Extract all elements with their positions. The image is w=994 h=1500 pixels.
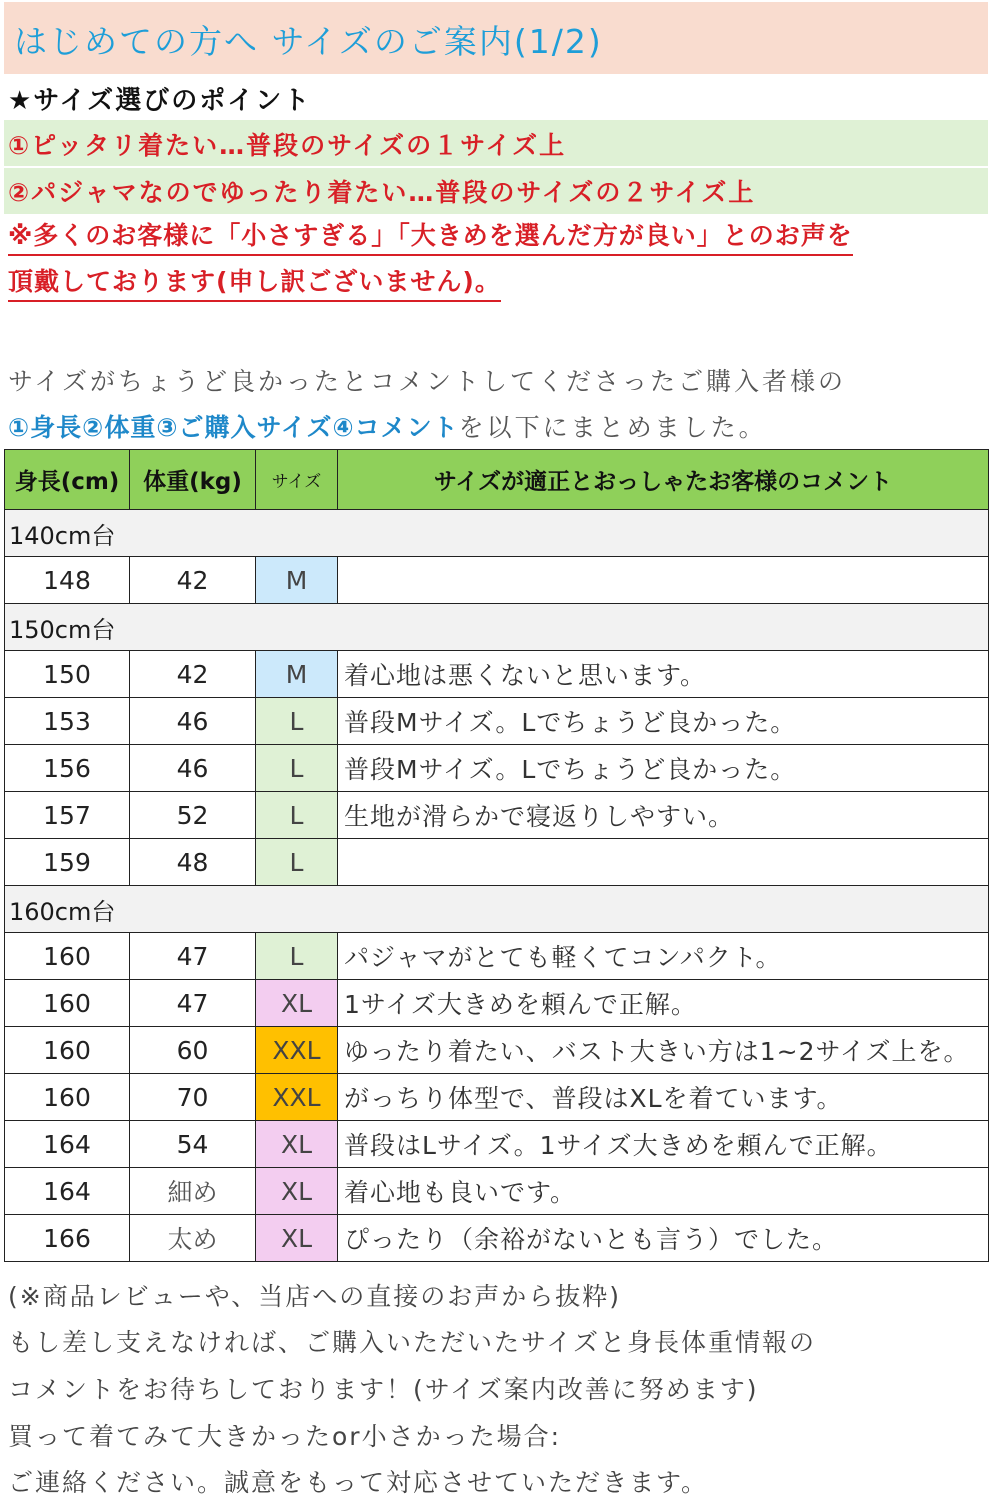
weight-cell: 70 (130, 1074, 256, 1121)
intro-line-1: サイズがちょうど良かったとコメントしてくださったご購入者様の (8, 367, 847, 396)
height-cell: 156 (5, 745, 130, 792)
table-group-row (5, 510, 989, 557)
footer-line-1: (※商品レビューや、当店への直接のお声から抜粋) (8, 1282, 621, 1311)
table-row (5, 698, 989, 745)
size-cell: XL (256, 980, 338, 1027)
weight-cell: 46 (130, 698, 256, 745)
table-row (5, 792, 989, 839)
table-row (5, 557, 989, 604)
table-row (5, 745, 989, 792)
comment-cell: 普段Mサイズ。Lでちょうど良かった。 (338, 745, 989, 792)
notice-line-1: ※多くのお客様に「小さすぎる」「大きめを選んだ方が良い」とのお声を (8, 218, 853, 256)
group-label: 140cm台 (5, 510, 989, 557)
comment-cell: 普段Mサイズ。Lでちょうど良かった。 (338, 698, 989, 745)
comment-cell: 着心地も良いです。 (338, 1168, 989, 1215)
size-cell: L (256, 933, 338, 980)
weight-cell: 52 (130, 792, 256, 839)
comment-cell: 普段はLサイズ。1サイズ大きめを頼んで正解。 (338, 1121, 989, 1168)
header-size: サイズ (256, 450, 338, 510)
header-height: 身長(cm) (5, 450, 130, 510)
size-cell: XXL (256, 1074, 338, 1121)
size-cell: XXL (256, 1027, 338, 1074)
header-weight: 体重(kg) (130, 450, 256, 510)
table-row (5, 1074, 989, 1121)
comment-cell: ぴったり（余裕がないとも言う）でした。 (338, 1215, 989, 1262)
height-cell: 160 (5, 1074, 130, 1121)
weight-cell: 42 (130, 651, 256, 698)
height-cell: 160 (5, 980, 130, 1027)
height-cell: 148 (5, 557, 130, 604)
size-cell: XL (256, 1168, 338, 1215)
weight-cell: 54 (130, 1121, 256, 1168)
group-label: 150cm台 (5, 604, 989, 651)
height-cell: 166 (5, 1215, 130, 1262)
size-cell: XL (256, 1215, 338, 1262)
comment-cell (338, 557, 989, 604)
height-cell: 160 (5, 1027, 130, 1074)
intro-highlight: ①身長②体重③ご購入サイズ④コメント (8, 413, 459, 442)
point-2: ②パジャマなのでゆったり着たい…普段のサイズの２サイズ上 (8, 178, 756, 207)
size-review-table (4, 449, 989, 1262)
comment-cell: 生地が滑らかで寝返りしやすい。 (338, 792, 989, 839)
table-body (5, 510, 989, 1262)
weight-cell: 60 (130, 1027, 256, 1074)
height-cell: 159 (5, 839, 130, 886)
size-cell: M (256, 557, 338, 604)
size-cell: M (256, 651, 338, 698)
table-row (5, 933, 989, 980)
table-row (5, 1215, 989, 1262)
size-cell: L (256, 792, 338, 839)
footer-line-4: 買って着てみて大きかったor小さかった場合: (8, 1422, 561, 1451)
weight-cell: 42 (130, 557, 256, 604)
comment-cell: ゆったり着たい、バスト大きい方は1~2サイズ上を。 (338, 1027, 989, 1074)
weight-cell: 細め (130, 1168, 256, 1215)
comment-cell: パジャマがとても軽くてコンパクト。 (338, 933, 989, 980)
intro-rest: を以下にまとめました。 (458, 413, 767, 442)
height-cell: 153 (5, 698, 130, 745)
weight-cell: 46 (130, 745, 256, 792)
size-cell: XL (256, 1121, 338, 1168)
footer-line-2: もし差し支えなければ、ご購入いただいたサイズと身長体重情報の (8, 1328, 817, 1357)
height-cell: 157 (5, 792, 130, 839)
height-cell: 150 (5, 651, 130, 698)
weight-cell: 47 (130, 980, 256, 1027)
comment-cell: 1サイズ大きめを頼んで正解。 (338, 980, 989, 1027)
weight-cell: 48 (130, 839, 256, 886)
weight-cell: 47 (130, 933, 256, 980)
comment-cell (338, 839, 989, 886)
size-cell: L (256, 839, 338, 886)
footer-line-3: コメントをお待ちしております！(サイズ案内改善に努めます) (8, 1375, 759, 1404)
size-cell: L (256, 698, 338, 745)
height-cell: 164 (5, 1121, 130, 1168)
height-cell: 164 (5, 1168, 130, 1215)
header-comment: サイズが適正とおっしゃたお客様のコメント (338, 450, 989, 510)
table-row (5, 651, 989, 698)
weight-cell: 太め (130, 1215, 256, 1262)
size-points-heading: ★サイズ選びのポイント (8, 86, 312, 116)
height-cell: 160 (5, 933, 130, 980)
page-title: はじめての方へ サイズのご案内(1/2) (14, 22, 603, 61)
notice-line-2: 頂戴しております(申し訳ございません)。 (8, 264, 501, 302)
table-row (5, 980, 989, 1027)
footer-line-5: ご連絡ください。誠意をもって対応させていただきます。 (8, 1468, 709, 1497)
table-row (5, 1027, 989, 1074)
table-row (5, 1121, 989, 1168)
point-1: ①ピッタリ着たい…普段のサイズの１サイズ上 (8, 131, 567, 160)
intro-line-2 (8, 408, 767, 444)
table-row (5, 839, 989, 886)
table-group-row (5, 886, 989, 933)
table-header-row (5, 450, 989, 510)
group-label: 160cm台 (5, 886, 989, 933)
comment-cell: がっちり体型で、普段はXLを着ています。 (338, 1074, 989, 1121)
table-row (5, 1168, 989, 1215)
table-group-row (5, 604, 989, 651)
comment-cell: 着心地は悪くないと思います。 (338, 651, 989, 698)
size-cell: L (256, 745, 338, 792)
title-banner (4, 2, 988, 74)
